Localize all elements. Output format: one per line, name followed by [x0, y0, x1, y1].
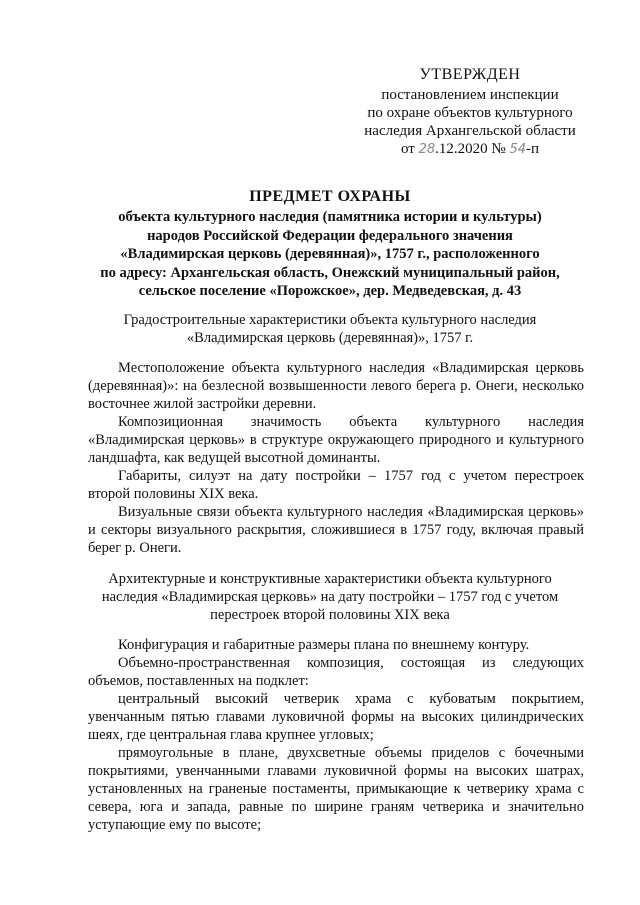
section-heading-line: Архитектурные и конструктивные характеристики объекта культурного: [108, 571, 552, 587]
handwritten-day: 28: [418, 142, 436, 157]
number-suffix: -п: [525, 141, 540, 157]
subtitle-line: «Владимирская церковь (деревянная)», 1757 г., расположенного: [120, 246, 540, 262]
section-body-urban: [88, 359, 584, 557]
approval-stamp: [330, 66, 610, 159]
paragraph: Габариты, силуэт на дату постройки – 1757 год с учетом перестроек второй половины XIX века.: [88, 468, 584, 502]
paragraph: Визуальные связи объекта культурного наследия «Владимирская церковь» и секторы визуального раскрытия, сложившиеся в 1757 году, включая правый берег р. Онеги.: [88, 504, 584, 556]
subtitle-line: народов Российской Федерации федерального значения: [147, 227, 513, 244]
handwritten-number: 54: [509, 142, 526, 157]
document-subtitle: [60, 208, 600, 301]
document-title: ПРЕДМЕТ ОХРАНЫ: [249, 188, 411, 205]
section-heading-line: «Владимирская церковь (деревянная)», 1757 г.: [186, 330, 474, 346]
paragraph: Композиционная значимость объекта культурного наследия «Владимирская церковь» в структуре окружающего природного и культурного ландшафта, как ведущей высотной доминанты.: [88, 414, 584, 466]
paragraph: Местоположение объекта культурного наследия «Владимирская церковь (деревянная)»: на безлесной возвышенности левого берега р. Онеги, несколько восточнее жилой застройки деревни.: [88, 360, 584, 412]
approval-date-line: [330, 140, 610, 159]
paragraph: Объемно-пространственная композиция, состоящая из следующих объемов, поставленных на подклет:: [88, 655, 584, 689]
subtitle-line: сельское поселение «Порожское», дер. Медведевская, д. 43: [138, 283, 522, 299]
approval-line: наследия Архангельской области: [364, 123, 576, 139]
approval-line: по охране объектов культурного: [367, 105, 573, 121]
paragraph: Конфигурация и габаритные размеры плана по внешнему контуру.: [118, 637, 530, 653]
section-heading-line: наследия «Владимирская церковь» на дату постройки – 1757 год с учетом: [101, 589, 559, 605]
paragraph: прямоугольные в плане, двухсветные объемы приделов с бочечными покрытиями, увенчанными главами луковичной формы на высоких шатрах, установленных на граненые постаменты, примыкающие к четверику храма с севера, юга и запада, равные по ширине граням четверика и значительно уступающие ему по высоте;: [88, 745, 584, 833]
section-heading-architecture: [80, 570, 580, 624]
section-heading-line: Градостроительные характеристики объекта культурного наследия: [123, 312, 537, 328]
section-heading-line: перестроек второй половины XIX века: [210, 607, 450, 623]
approval-title: УТВЕРЖДЕН: [419, 66, 521, 83]
subtitle-line: объекта культурного наследия (памятника истории и культуры): [118, 209, 542, 225]
subtitle-line: по адресу: Архангельская область, Онежский муниципальный район,: [100, 264, 560, 281]
section-body-architecture: [88, 636, 584, 834]
date-rest: .12.2020 №: [435, 141, 506, 157]
section-heading-urban: [80, 311, 580, 347]
date-prefix: от: [400, 141, 415, 157]
paragraph: центральный высокий четверик храма с кубоватым покрытием, увенчанным пятью главами луковичной формы на высоких цилиндрических шеях, где центральная глава крупнее угловых;: [88, 691, 584, 743]
approval-line: постановлением инспекции: [381, 87, 559, 103]
